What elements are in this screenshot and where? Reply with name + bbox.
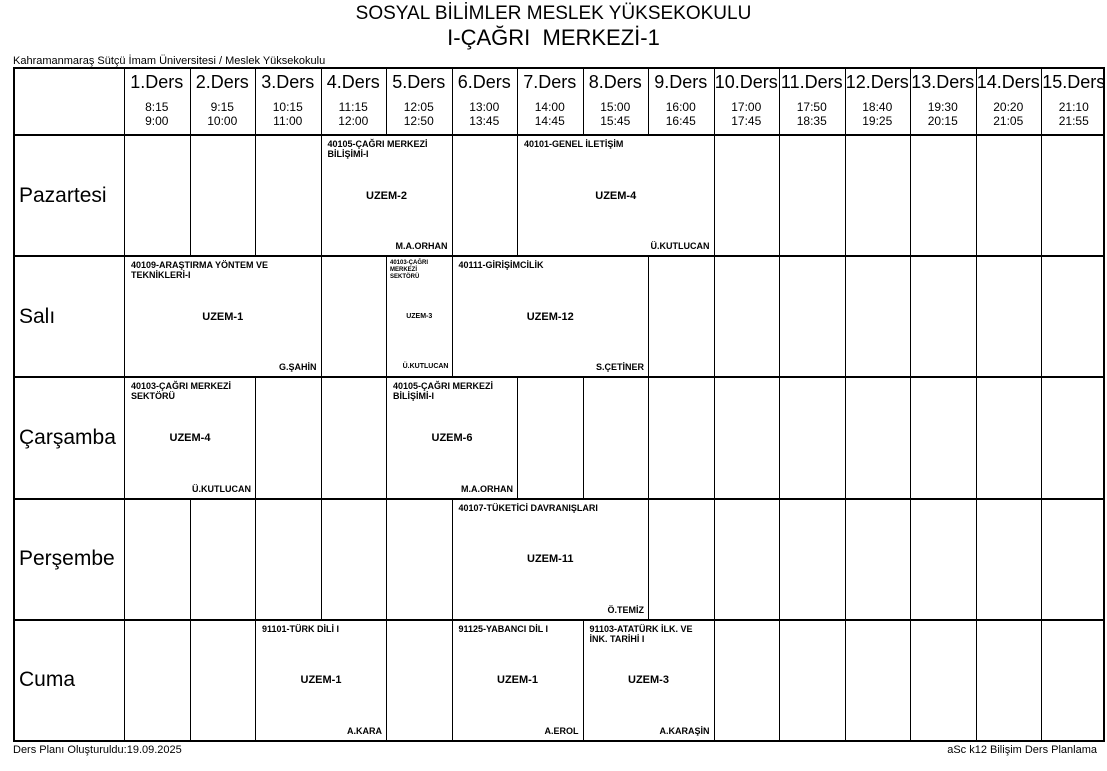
period-number: 8.Ders	[588, 72, 642, 92]
period-time: 18:40 19:25	[862, 100, 893, 128]
lesson-course: 40103-ÇAĞRI MERKEZİ SEKTÖRÜ	[390, 260, 429, 281]
lesson-teacher: Ü.KUTLUCAN	[650, 241, 710, 252]
period-header	[255, 69, 321, 135]
period-header	[517, 69, 583, 135]
lesson-block	[583, 620, 715, 741]
period-number: 7.Ders	[523, 72, 577, 92]
organization-label: Kahramanmaraş Sütçü İmam Üniversitesi / Meslek Yüksekokulu	[13, 55, 326, 67]
lesson-teacher: Ö.TEMİZ	[607, 604, 644, 615]
class-title: I-ÇAĞRI MERKEZİ-1	[447, 25, 660, 50]
period-header	[845, 69, 911, 135]
period-number: 15.Ders	[1042, 72, 1106, 92]
lesson-teacher: A.KARA	[347, 725, 382, 736]
day-name: Cuma	[19, 668, 76, 692]
lesson-course: 91125-YABANCI DİL I	[458, 623, 549, 634]
lesson-block	[452, 256, 650, 377]
period-time: 10:15 11:00	[272, 100, 303, 128]
lesson-room: UZEM-12	[526, 310, 574, 323]
lesson-block	[124, 256, 322, 377]
lesson-teacher: M.A.ORHAN	[461, 483, 513, 494]
period-number: 4.Ders	[326, 72, 380, 92]
period-time: 17:00 17:45	[731, 100, 762, 128]
lesson-course: 91101-TÜRK DİLİ I	[262, 623, 340, 634]
period-header	[714, 69, 780, 135]
lesson-teacher: A.EROL	[544, 725, 579, 736]
lesson-room: UZEM-1	[497, 674, 538, 687]
period-time: 13:00 13:45	[469, 100, 500, 128]
period-number: 10.Ders	[714, 72, 778, 92]
lesson-teacher: Ü.KUTLUCAN	[402, 363, 449, 371]
lesson-room: UZEM-6	[431, 431, 473, 444]
lesson-block	[452, 620, 584, 741]
day-name: Çarşamba	[19, 426, 116, 449]
period-number: 6.Ders	[457, 72, 511, 92]
lesson-course: 40105-ÇAĞRI MERKEZİ BİLİŞİMİ-I	[327, 139, 428, 159]
created-date: Ders Planı Oluşturuldu:19.09.2025	[13, 744, 182, 756]
period-time: 9:15 10:00	[207, 100, 238, 128]
day-name: Pazartesi	[19, 183, 107, 207]
period-number: 5.Ders	[392, 72, 446, 92]
period-number: 13.Ders	[911, 72, 975, 92]
period-number: 12.Ders	[845, 72, 909, 92]
period-header	[386, 69, 452, 135]
period-time: 20:20 21:05	[993, 100, 1024, 128]
grid-line-vertical	[845, 69, 846, 740]
day-name: Salı	[19, 304, 56, 328]
lesson-teacher: S.ÇETİNER	[595, 362, 644, 373]
lesson-course: 40107-TÜKETİCİ DAVRANIŞLARI	[458, 502, 598, 513]
period-header	[124, 69, 190, 135]
lesson-teacher: A.KARAŞİN	[659, 725, 710, 736]
period-number: 3.Ders	[261, 72, 315, 92]
lesson-block	[255, 620, 387, 741]
grid-line-vertical	[910, 69, 911, 740]
period-time: 16:00 16:45	[665, 100, 696, 128]
period-number: 1.Ders	[130, 72, 184, 92]
lesson-course: 40103-ÇAĞRI MERKEZİ SEKTÖRÜ	[131, 381, 232, 402]
grid-line-vertical	[976, 69, 977, 740]
lesson-block	[386, 377, 518, 498]
period-time: 11:15 12:00	[338, 100, 369, 128]
period-header	[648, 69, 714, 135]
period-time: 14:00 14:45	[534, 100, 565, 128]
lesson-course: 40101-GENEL İLETİŞİM	[524, 139, 624, 149]
period-time: 12:05 12:50	[403, 100, 434, 128]
lesson-course: 40105-ÇAĞRI MERKEZİ BİLİŞİMİ-I	[393, 381, 494, 402]
software-credit: aSc k12 Bilişim Ders Planlama	[947, 744, 1097, 756]
lesson-room: UZEM-3	[406, 312, 433, 320]
period-header	[910, 69, 976, 135]
period-header	[452, 69, 518, 135]
period-time: 8:15 9:00	[145, 100, 169, 128]
lesson-room: UZEM-2	[366, 189, 407, 202]
period-header	[1041, 69, 1107, 135]
lesson-room: UZEM-4	[169, 431, 211, 444]
lesson-block	[321, 135, 453, 256]
period-number: 11.Ders	[780, 72, 843, 92]
lesson-block	[386, 256, 453, 377]
period-time: 15:00 15:45	[600, 100, 631, 128]
lesson-teacher: Ü.KUTLUCAN	[192, 483, 251, 494]
school-title: SOSYAL BİLİMLER MESLEK YÜKSEKOKULU	[355, 3, 752, 24]
period-time: 17:50 18:35	[796, 100, 827, 128]
grid-line-vertical	[1041, 69, 1042, 740]
lesson-room: UZEM-1	[202, 310, 244, 323]
lesson-teacher: G.ŞAHİN	[278, 362, 317, 373]
period-number: 14.Ders	[976, 72, 1040, 92]
period-number: 9.Ders	[654, 72, 708, 92]
lesson-block	[452, 499, 650, 620]
lesson-course: 91103-ATATÜRK İLK. VE İNK. TARİHİ I	[589, 623, 693, 644]
period-time: 21:10 21:55	[1058, 100, 1089, 128]
grid-line-vertical	[779, 69, 780, 740]
period-header	[190, 69, 256, 135]
day-name: Perşembe	[19, 547, 115, 571]
lesson-block	[124, 377, 256, 498]
lesson-room: UZEM-11	[527, 553, 574, 566]
lesson-teacher: M.A.ORHAN	[395, 241, 448, 252]
lesson-room: UZEM-3	[628, 674, 669, 687]
period-time: 19:30 20:15	[927, 100, 958, 128]
period-header	[779, 69, 845, 135]
period-header	[583, 69, 649, 135]
timetable-grid	[13, 67, 1105, 742]
lesson-room: UZEM-1	[300, 674, 342, 687]
period-number: 2.Ders	[195, 72, 249, 92]
lesson-block	[517, 135, 715, 256]
lesson-course: 40111-GİRİŞİMCİLİK	[458, 260, 544, 271]
period-header	[321, 69, 387, 135]
lesson-room: UZEM-4	[595, 189, 637, 202]
lesson-course: 40109-ARAŞTIRMA YÖNTEM VE TEKNİKLERİ-I	[131, 260, 269, 281]
period-header	[976, 69, 1042, 135]
